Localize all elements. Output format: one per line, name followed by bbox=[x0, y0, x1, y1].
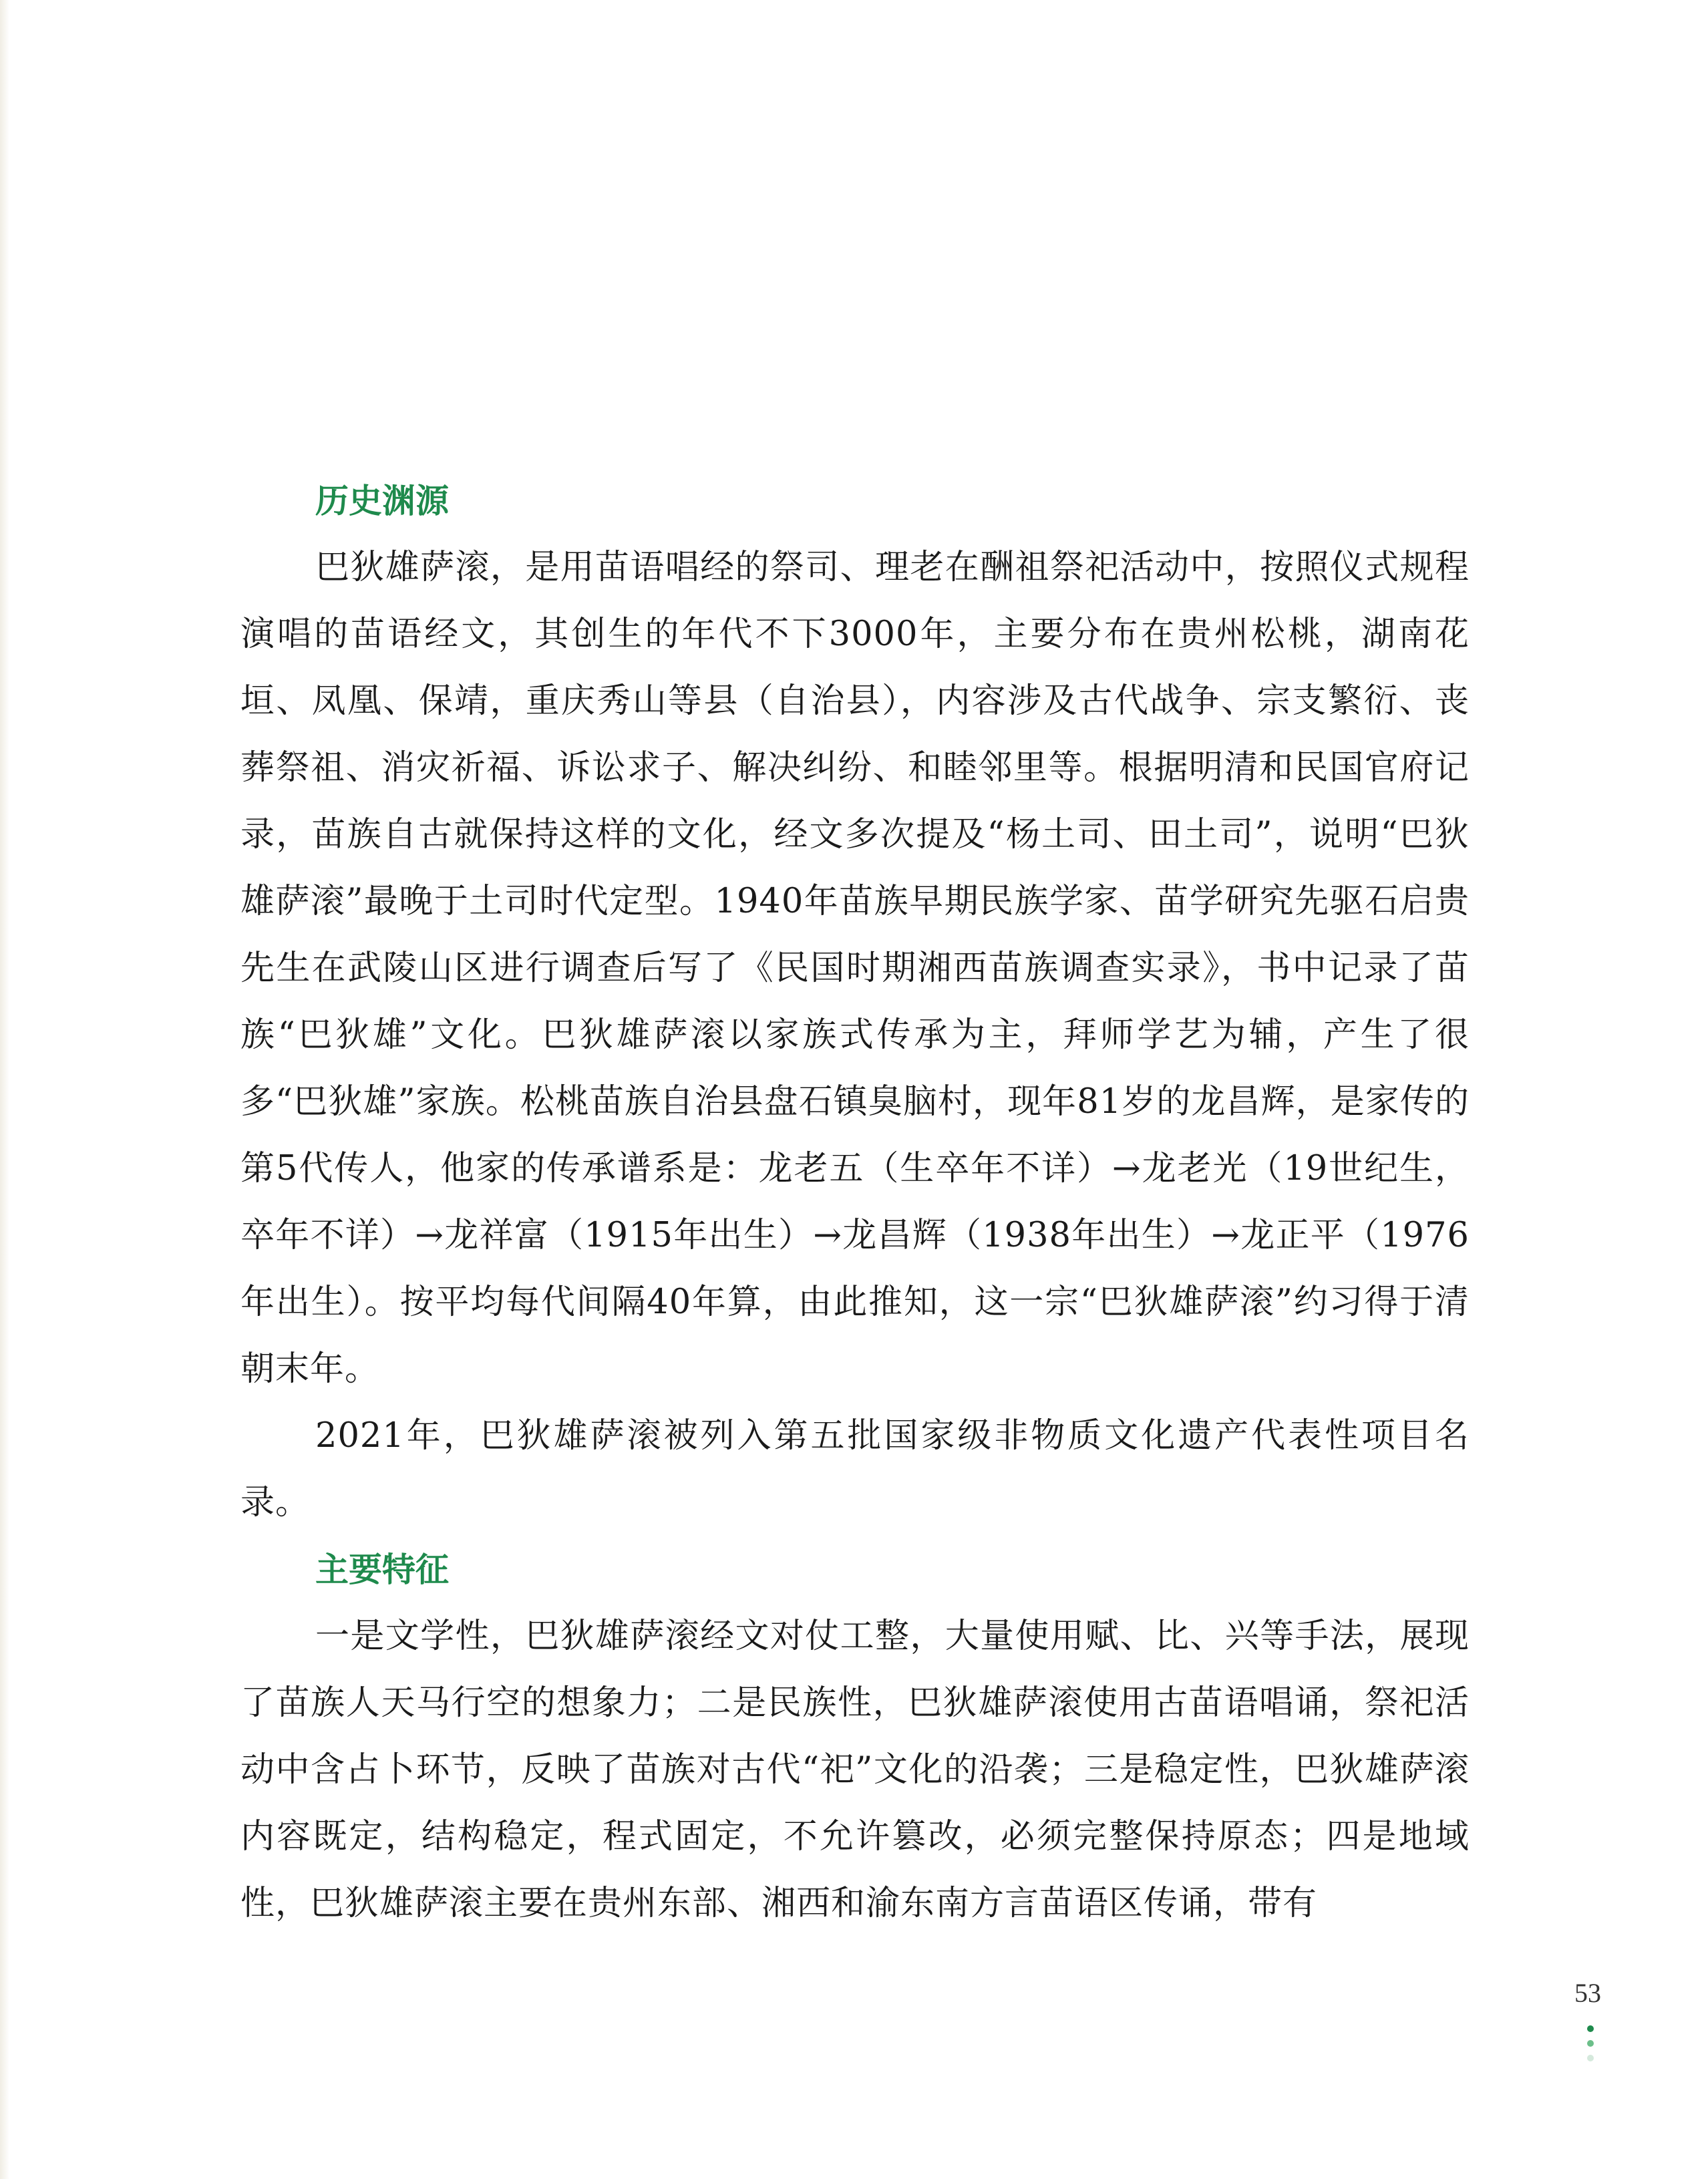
ornament-dot-3 bbox=[1587, 2055, 1594, 2061]
ornament-dot-1 bbox=[1587, 2025, 1594, 2032]
section-heading-history: 历史渊源 bbox=[315, 482, 449, 520]
page-dots-ornament bbox=[1587, 2025, 1595, 2069]
features-paragraph-1: 一是文学性，巴狄雄萨滚经文对仗工整，大量使用赋、比、兴等手法，展现了苗族人天马行空的想象力；二是民族性，巴狄雄萨滚使用古苗语唱诵，祭祀活动中含占卜环节，反映了苗族对古代“祀”文化的沿袭；三是稳定性，巴狄雄萨滚内容既定，结构稳定，程式固定，不允许篡改，必须完整保持原态；四是地域性，巴狄雄萨滚主要在贵州东部、湘西和渝东南方言苗语区传诵，带有 bbox=[240, 1617, 1470, 1923]
ornament-dot-2 bbox=[1587, 2040, 1594, 2047]
history-paragraph-2: 2021年，巴狄雄萨滚被列入第五批国家级非物质文化遗产代表性项目名录。 bbox=[240, 1416, 1470, 1522]
section-heading-features: 主要特征 bbox=[315, 1550, 449, 1589]
page-number: 53 bbox=[1574, 1978, 1601, 2008]
page-edge-shade bbox=[0, 0, 9, 2179]
history-paragraph-1: 巴狄雄萨滚，是用苗语唱经的祭司、理老在酬祖祭祀活动中，按照仪式规程演唱的苗语经文，其创生的年代不下3000年，主要分布在贵州松桃，湖南花垣、凤凰、保靖，重庆秀山等县（自治县），内容涉及古代战争、宗支繁衍、丧葬祭祖、消灾祈福、诉讼求子、解决纠纷、和睦邻里等。根据明清和民国官府记录，苗族自古就保持这样的文化，经文多次提及“杨土司、田土司”，说明“巴狄雄萨滚”最晚于土司时代定型。1940年苗族早期民族学家、苗学研究先驱石启贵先生在武陵山区进行调查后写了《民国时期湘西苗族调查实录》，书中记录了苗族“巴狄雄”文化。巴狄雄萨滚以家族式传承为主，拜师学艺为辅，产生了很多“巴狄雄”家族。松桃苗族自治县盘石镇臭脑村，现年81岁的龙昌辉，是家传的第5代传人，他家的传承谱系是：龙老五（生卒年不详）→龙老光（19世纪生，卒年不详）→龙祥富（1915年出生）→龙昌辉（1938年出生）→龙正平（1976年出生）。按平均每代间隔40年算，由此推知，这一宗“巴狄雄萨滚”约习得于清朝末年。 bbox=[240, 548, 1470, 1389]
page-body bbox=[240, 468, 1470, 1937]
